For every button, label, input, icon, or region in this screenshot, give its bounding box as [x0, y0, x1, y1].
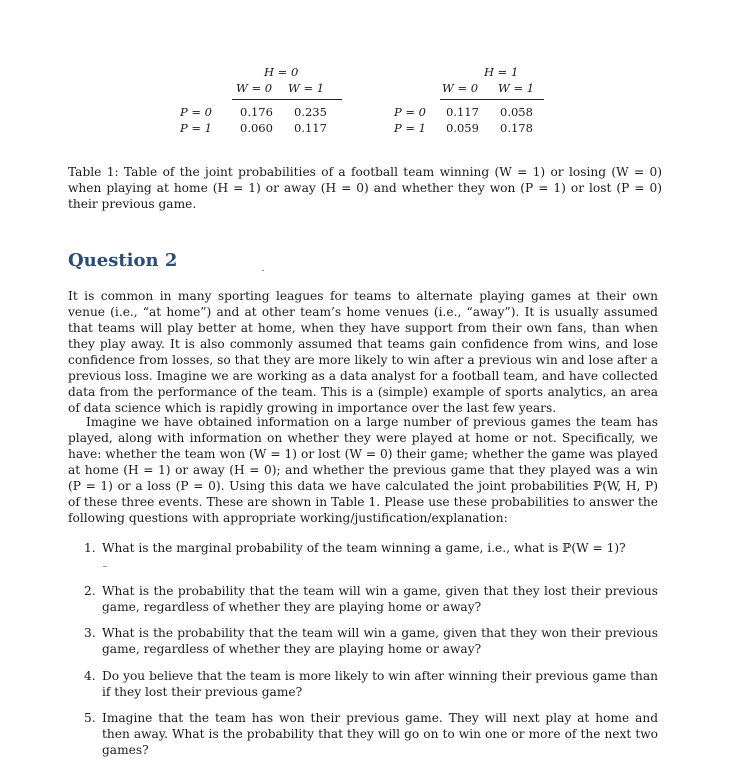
table-col-header: W = 0: [442, 81, 479, 95]
question-number: 2.: [84, 584, 96, 598]
table-cell: 0.178: [500, 121, 533, 135]
question-text: What is the probability that the team will win a game, given that they won their previous game, regardless of whether they are playing home or away?: [102, 626, 658, 656]
table-caption: Table 1: Table of the joint probabilities of a football team winning (W = 1) or losing (W = 0) when playing at home (H = 1) or away (H = 0) and whether they won (P = 1) or lost (P = 0) their previous game.: [68, 165, 662, 211]
table-rule: [440, 99, 544, 100]
table-cell: 0.058: [500, 105, 533, 119]
table-row-label: P = 1: [394, 121, 427, 135]
table-cell: 0.176: [240, 105, 273, 119]
table-row-label: P = 0: [394, 105, 427, 119]
table-group-header: H = 0: [264, 65, 299, 79]
question-number: 4.: [84, 669, 96, 683]
joint-probability-table-away: [180, 64, 340, 144]
question-number: 1.: [84, 541, 96, 555]
question-number: 3.: [84, 626, 96, 640]
joint-probability-table-home: [394, 64, 554, 144]
table-rule: [232, 99, 342, 100]
table-col-header: W = 1: [498, 81, 535, 95]
table-cell: 0.060: [240, 121, 273, 135]
table-col-header: W = 0: [236, 81, 273, 95]
question-list: [84, 540, 659, 757]
question-text: What is the marginal probability of the team winning a game, i.e., what is ℙ(W = 1)?: [102, 541, 626, 555]
question-text: Imagine that the team has won their previous game. They will next play at home and then away. What is the probability that they will go on to win one or more of the next two games?: [102, 711, 658, 757]
table-col-header: W = 1: [288, 81, 325, 95]
table-cell: 0.117: [446, 105, 479, 119]
table-cell: 0.235: [294, 105, 327, 119]
question-text: Do you believe that the team is more likely to win after winning their previous game than if they lost their previous game?: [102, 669, 658, 699]
question-heading: Question 2: [68, 250, 178, 271]
scan-artifact: [103, 566, 107, 567]
data-description-paragraph: Imagine we have obtained information on a large number of previous games the team has played, along with information on whether they were played at home or not. Specifically, we have: whether the team won (W = 1) or lost (W = 0) their game; whether the game was played at home (H = 1) or away (H = 0); and whether the previous game that they played was a win (P = 1) or a loss (P = 0). Using this data we have calculated the joint probabilities ℙ(W, H, P) of these three events. These are shown in Table 1. Please use these probabilities to answer the following questions with appropriate working/justification/explanation:: [68, 415, 658, 525]
table-row-label: P = 1: [180, 121, 213, 135]
intro-paragraph: It is common in many sporting leagues for teams to alternate playing games at their own venue (i.e., “at home”) and at other team’s home venues (i.e., “away”). It is usually assumed that teams will play better at home, when they have support from their own fans, than when they play away. It is also commonly assumed that teams gain confidence from wins, and lose confidence from losses, so that they are more likely to win after a previous win and lose after a previous loss. Imagine we are working as a data analyst for a football team, and have collected data from the performance of the team. This is a (simple) example of sports analytics, an area of data science which is rapidly growing in importance over the last few years.: [68, 289, 658, 415]
table-cell: 0.059: [446, 121, 479, 135]
table-cell: 0.117: [294, 121, 327, 135]
table-row-label: P = 0: [180, 105, 213, 119]
scan-artifact: [262, 270, 264, 271]
table-group-header: H = 1: [484, 65, 519, 79]
question-text: What is the probability that the team will win a game, given that they lost their previous game, regardless of whether they are playing home or away?: [102, 584, 658, 614]
question-number: 5.: [84, 711, 96, 725]
